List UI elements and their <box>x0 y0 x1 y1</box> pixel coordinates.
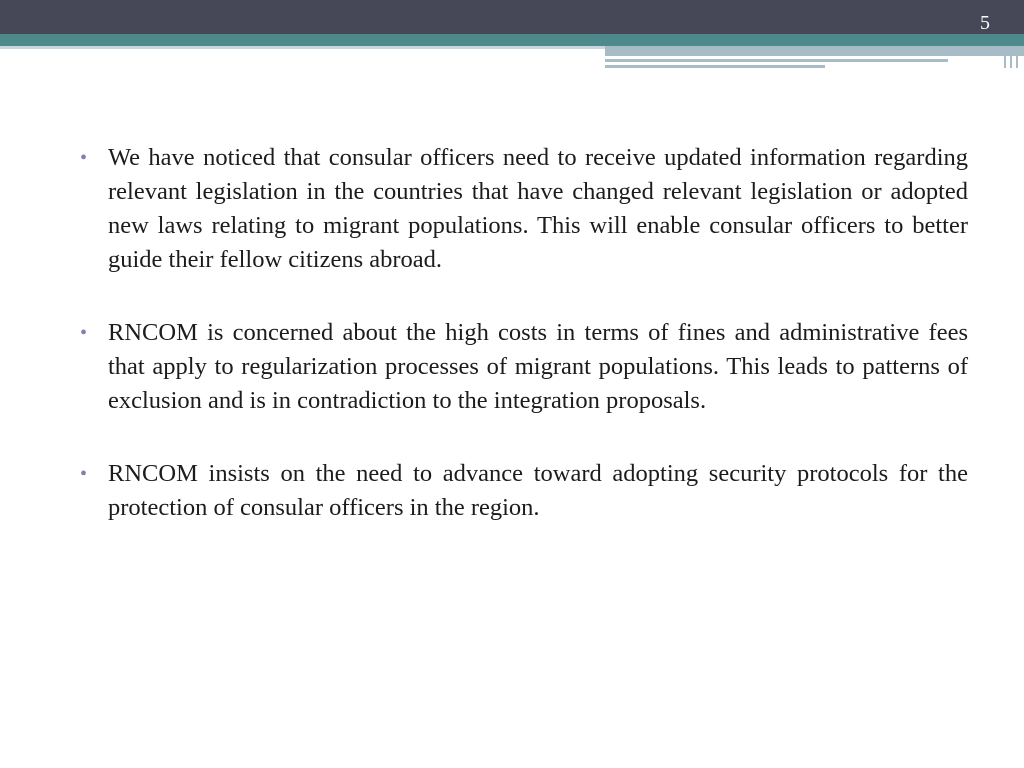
bullet-item <box>80 141 968 277</box>
bullet-icon: • <box>80 463 88 485</box>
bullet-text: RNCOM insists on the need to advance toward adopting security protocols for the protection of consular officers in the region. <box>108 460 968 521</box>
header-decor-vline <box>1016 46 1018 68</box>
bullet-icon: • <box>80 322 88 344</box>
bullet-list <box>80 141 968 564</box>
header-decor-vline <box>1004 46 1006 68</box>
slide-number: 5 <box>980 12 990 34</box>
bullet-text: We have noticed that consular officers need to receive updated information regarding relevant legislation in the countries that have changed relevant legislation or adopted new laws relating to migrant populations. This will enable consular officers to better guide their fellow citizens abroad. <box>108 144 968 273</box>
header-decor-vline <box>1010 46 1012 68</box>
header-decor-line <box>605 59 948 62</box>
bullet-text: RNCOM is concerned about the high costs in terms of fines and administrative fees that apply to regularization processes of migrant populations. This leads to patterns of exclusion and is in contradiction to the integration proposals. <box>108 319 968 414</box>
header-dark-band <box>0 0 1024 34</box>
bullet-icon: • <box>80 147 88 169</box>
header-right-block <box>605 46 1024 56</box>
header-teal-band <box>0 34 1024 46</box>
bullet-item <box>80 457 968 525</box>
header-light-strip <box>0 46 605 49</box>
header-decor-line <box>605 65 825 68</box>
bullet-item <box>80 316 968 418</box>
